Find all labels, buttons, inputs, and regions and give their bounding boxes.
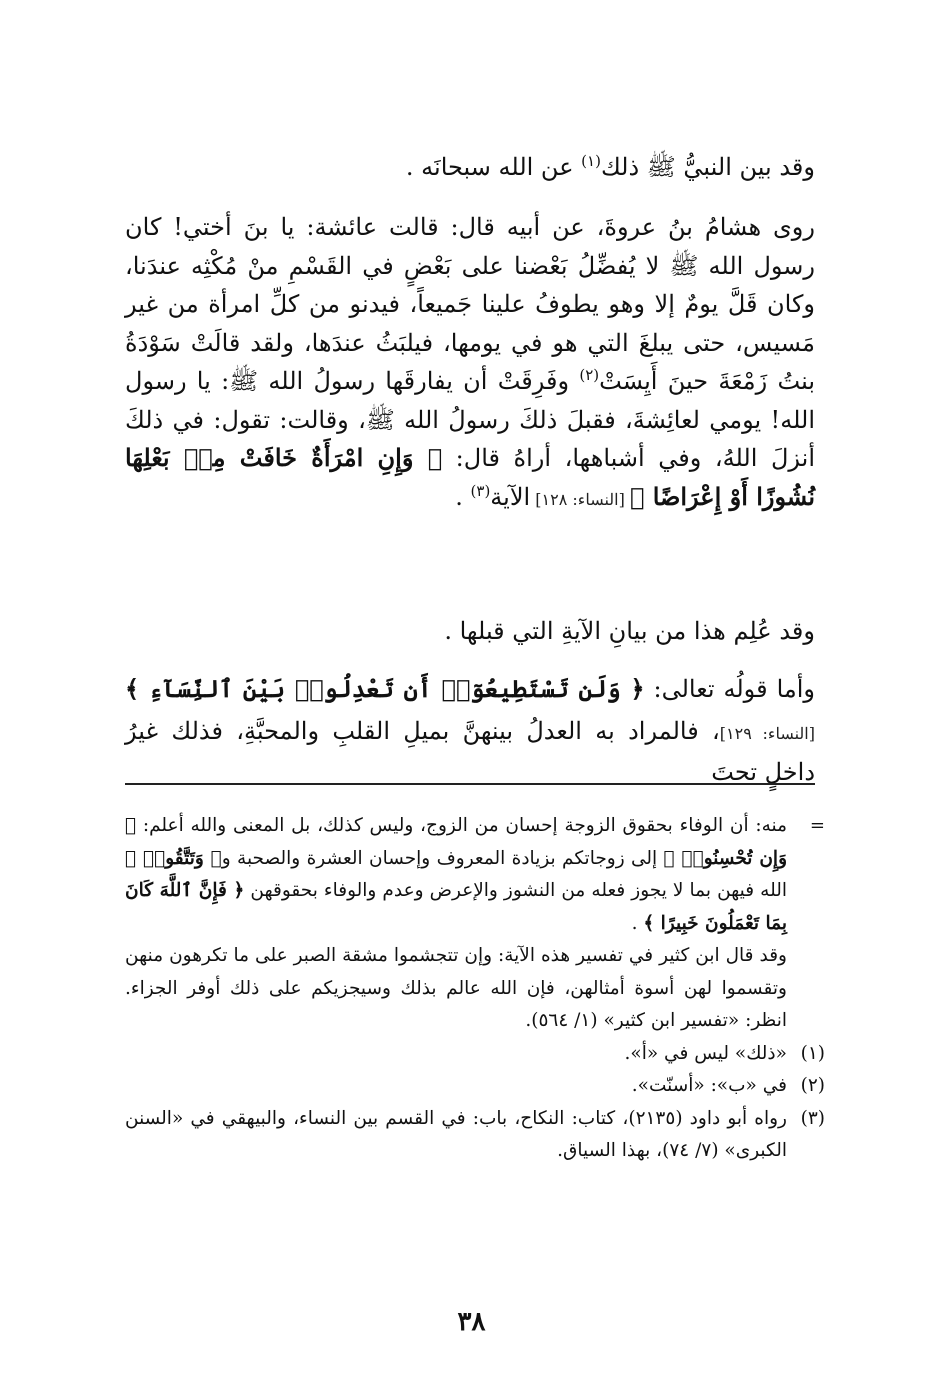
footnote-text: إلى زوجاتكم بزيادة المعروف وإحسان العشرة والصحبة و <box>221 847 664 869</box>
quran-verse: ﴿ فَإِنَّ ٱللَّهَ كَانَ بِمَا تَعْمَلُونَ خَبِيرًا ﴾ <box>125 880 787 934</box>
paragraph-justice <box>125 670 815 792</box>
paragraph-text: ، فالمراد به العدلُ بينهنَّ بميلِ القلبِ والمحبَّةِ، فذلك غيرُ داخلٍ تحتَ <box>125 716 815 786</box>
paragraph-text: الآية <box>490 482 531 511</box>
quran-verse: ﴿ وَإِنِ امْرَأَةٌ خَافَتْ مِنۢ بَعْلِهَا نُشُوزًا أَوْ إِعْرَاضًا ﴾ <box>125 443 815 511</box>
paragraph-text: وفَرِقَتْ أن يفارقَها رسولُ الله ﷺ: يا رسول الله! يومي لعائِشةَ، فقبلَ ذلكَ رسولُ الله ﷺ، وقالت: تقول: في ذلكَ أنزلَ اللهُ، وفي أشباهها، أراهُ قال: <box>125 367 815 472</box>
footnote-divider <box>125 783 815 785</box>
footnote-ref-2[interactable]: (٢) <box>579 366 600 384</box>
quran-verse: ﴿ وَتَتَّقُوا۟ ﴾ <box>125 847 222 869</box>
paragraph-text: وقد بين النبيُّ ﷺ ذلك <box>600 153 815 181</box>
paragraph-text: وقد عُلِم هذا من بيانِ الآيةِ التي قبلها . <box>444 617 815 645</box>
footnote-number: (١) <box>800 1042 825 1064</box>
footnote-number: (٣) <box>800 1107 825 1129</box>
footnote-item <box>125 1103 825 1168</box>
footnote-continuation <box>125 810 825 940</box>
paragraph-text: . <box>455 482 471 511</box>
continuation-marker: = <box>809 815 825 836</box>
footnote-text: منه: أن الوفاء بحقوق الزوجة إحسان من الزوج، وليس كذلك، بل المعنى والله أعلم: <box>136 815 787 836</box>
paragraph-text: روى هشامُ بنُ عروةَ، عن أبيه قال: قالت عائشة: يا بنَ أختي! كان رسول الله ﷺ لا يُفضِّلُ بَعْضنا على بَعْضٍ في القَسْمِ منْ مُكْثِه عندَنا، وكان قَلَّ يومٌ إلا وهو يطوفُ علينا جَميعاً، فيدنو من كلِّ امرأة من غير مَسيس، حتى يبلغَ التي هو في يومها، فيلبَثُ عندَها، ولقد قالَتْ سَوْدَةُ بنتُ زَمْعَةَ حينَ أَيِسَتْ <box>125 213 816 395</box>
footnote-text: «ذلك» ليس في «أ». <box>624 1042 787 1064</box>
footnote-ibn-kathir: وقد قال ابن كثير في تفسير هذه الآية: وإن تتجشموا مشقة الصبر على ما تكرهون منهن وتقسموا لهن أسوة أمثالهن، فإن الله عالم بذلك وسيجزيكم على ذلك أوفر الجزاء. انظر: «تفسير ابن كثير» (١/ ٥٦٤). <box>125 945 787 1031</box>
paragraph-text: عن الله سبحانَه . <box>405 153 582 181</box>
footnote-ref-3[interactable]: (٣) <box>470 481 491 500</box>
paragraph-text: وأما قولُه تعالى: <box>644 675 815 703</box>
verse-reference: [النساء: ١٢٩] <box>719 723 815 743</box>
footnote-text: . <box>631 912 644 934</box>
footnote-text: في «ب»: «أسنّت». <box>631 1075 787 1096</box>
footnote-number: (٢) <box>800 1075 825 1096</box>
footnote-text: رواه أبو داود (٢١٣٥)، كتاب: النكاح، باب: في القسم بين النساء، والبيهقي في «السنن الكبرى» (٧/ ٧٤)، بهذا السياق. <box>125 1107 787 1161</box>
paragraph-prophet-explained <box>125 148 815 187</box>
footnotes-section <box>125 810 825 1168</box>
footnote-ref-1[interactable]: (١) <box>581 152 601 170</box>
footnote-text: الله فيهن بما لا يجوز فعله من النشوز والإعرض وعدم والوفاء بحقوقهن <box>244 880 787 901</box>
page-number: ٣٨ <box>457 1307 486 1337</box>
paragraph-hadith-aisha <box>125 208 815 519</box>
quran-verse: ﴿ وَلَن تَسْتَطِيعُوٓا۟ أَن تَعْدِلُوا۟ بَيْنَ ٱلنِّسَآءِ ﴾ <box>125 674 645 703</box>
paragraph-known <box>125 612 815 651</box>
footnote-item <box>125 1038 825 1071</box>
footnote-item <box>125 1070 825 1103</box>
verse-reference: [النساء: ١٢٨] <box>530 489 630 509</box>
quran-verse: ﴿ وَإِن تُحْسِنُوا۟ ﴾ <box>125 815 787 869</box>
